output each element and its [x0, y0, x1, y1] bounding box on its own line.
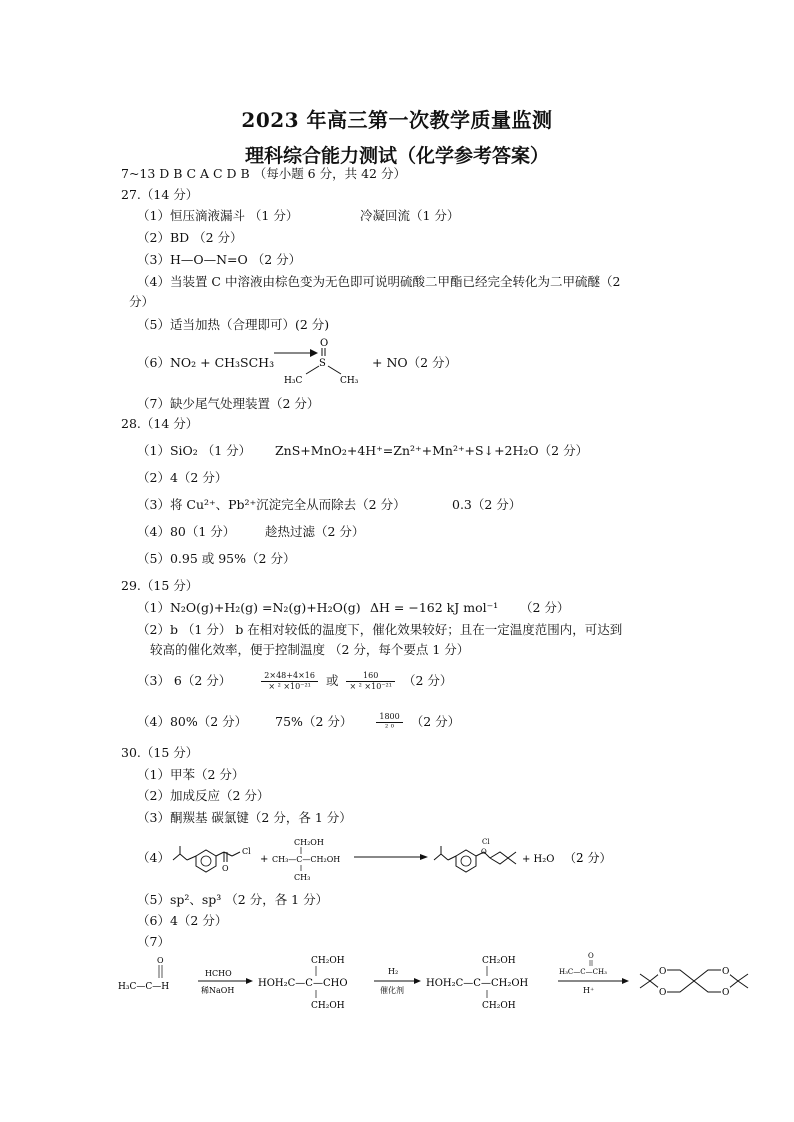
q27-answer-5: （5）适当加热（合理即可）(2 分): [137, 317, 330, 332]
page-title: 2023 年高三第一次教学质量监测: [241, 108, 553, 132]
ketone-oxygen: O: [222, 864, 229, 873]
diol-top: CH₂OH: [294, 838, 324, 847]
q27-answer-4: （4）当装置 C 中溶液由棕色变为无色即可说明硫酸二甲酯已经完全转化为二甲硫醚（2: [137, 274, 621, 289]
step2-reagent: H₂: [388, 967, 399, 976]
q28-answer-2: （2）4（2 分）: [137, 470, 228, 485]
q27-heading: 27.（14 分）: [121, 187, 199, 202]
intermediate2-top: CH₂OH: [482, 956, 516, 966]
q28-answer-4b: 趁热过滤（2 分）: [265, 524, 365, 539]
q30-answer-7: （7）: [137, 934, 170, 949]
dmso-oxygen: O: [320, 338, 329, 349]
intermediate2: HOH₂C—C—CH₂OH: [426, 978, 529, 989]
q27-answer-1a: （1）恒压滴液漏斗 （1 分）: [137, 208, 299, 223]
intermediate1-top: CH₂OH: [311, 956, 345, 966]
dmso-methyl-left: H₃C: [284, 376, 303, 386]
q30-answer-3: （3）酮羰基 碳氯键（2 分，各 1 分）: [137, 810, 352, 825]
step3-condition: H⁺: [583, 986, 595, 995]
step1-reagent: HCHO: [205, 969, 232, 978]
q28-answer-4a: （4）80（1 分）: [137, 524, 236, 539]
q29-answer-2: （2）b （1 分） b 在相对较低的温度下，催化效果较好；且在一定温度范围内，可达到: [137, 622, 623, 637]
intermediate1: HOH₂C—C—CHO: [258, 978, 348, 989]
step2-condition: 催化剂: [380, 986, 404, 995]
q29-answer-4: [137, 712, 460, 733]
reaction-4-water: + H₂O: [522, 854, 555, 865]
q30-heading: 30.（15 分）: [121, 745, 199, 760]
page-subtitle: 理科综合能力测试（化学参考答案）: [244, 145, 549, 167]
product-oxygen: O: [481, 848, 487, 856]
q29-answer-3-or: 或: [325, 673, 339, 688]
spiro-oxygen-1: O: [659, 967, 667, 977]
density-fraction-1: [261, 671, 318, 692]
q30-answer-5: （5）sp²、sp³ （2 分，各 1 分）: [137, 892, 329, 907]
q30-answer-1: （1）甲苯（2 分）: [137, 767, 245, 782]
spiro-oxygen-2: O: [659, 988, 667, 998]
kp-fraction-numerator: 1800: [376, 712, 402, 723]
q29-answer-1c: （2 分）: [520, 600, 570, 615]
q27-answer-1b: 冷凝回流（1 分）: [360, 208, 460, 223]
reaction-4-scheme: [168, 830, 638, 886]
q29-answer-2-cont: 较高的催化效率，便于控制温度 （2 分，每个要点 1 分）: [150, 642, 470, 657]
density-fraction-2: [346, 671, 395, 692]
diol-middle: CH₃—C—CH₂OH: [272, 855, 341, 864]
product-chlorine: Cl: [482, 838, 490, 846]
q29-answer-4b: 75%（2 分）: [275, 714, 353, 729]
intermediate2-bottom: CH₂OH: [482, 1001, 516, 1011]
spiro-oxygen-3: O: [722, 967, 730, 977]
q27-answer-6a: （6）NO₂ + CH₃SCH₃: [137, 355, 275, 370]
spiro-product: [640, 966, 748, 998]
q27-answer-4-cont: 分）: [129, 294, 155, 309]
q29-heading: 29.（15 分）: [121, 578, 199, 593]
q28-answer-3a: （3）将 Cu²⁺、Pb²⁺沉淀完全从而除去（2 分）: [137, 497, 406, 512]
q29-answer-4a: （4）80%（2 分）: [137, 714, 248, 729]
step3-reagent-oxygen: O: [588, 952, 594, 960]
reaction-4-score: （2 分）: [564, 851, 612, 865]
density-fraction-2-numerator: 160: [346, 671, 395, 682]
step1-condition: 稀NaOH: [201, 986, 235, 995]
synthesis-route: [118, 952, 778, 1014]
mcq-answers: 7~13 D B C A C D B （每小题 6 分，共 42 分）: [121, 166, 406, 181]
reaction-4-plus: +: [260, 854, 269, 865]
kp-fraction-denominator: ² ⁰: [385, 723, 395, 732]
q27-answer-6b: + NO（2 分）: [372, 355, 458, 370]
q29-answer-1a: （1）N₂O(g)+H₂(g) =N₂(g)+H₂O(g): [137, 600, 361, 615]
q30-answer-6: （6）4（2 分）: [137, 913, 228, 928]
q27-answer-2: （2）BD （2 分）: [137, 230, 243, 245]
q27-answer-7: （7）缺少尾气处理装置（2 分）: [137, 396, 320, 411]
acetaldehyde: H₃C—C—H: [118, 982, 170, 992]
q28-heading: 28.（14 分）: [121, 416, 199, 431]
q29-answer-3: [137, 671, 452, 692]
dmso-methyl-right: CH₃: [340, 376, 359, 386]
q28-answer-1a: （1）SiO₂ （1 分）: [137, 443, 252, 458]
step3-reagent: H₃C—C—CH₃: [559, 968, 607, 976]
dmso-sulfur: S: [319, 358, 326, 369]
q28-answer-5: （5）0.95 或 95%（2 分）: [137, 551, 296, 566]
q27-answer-3: （3）H—O—N=O （2 分）: [137, 252, 302, 267]
kp-fraction: [376, 712, 402, 733]
acetaldehyde-oxygen: O: [157, 956, 164, 965]
density-fraction-2-denominator: × ² ×10⁻²¹: [349, 682, 392, 691]
q28-answer-3b: 0.3（2 分）: [452, 497, 522, 512]
q29-answer-4c: （2 分）: [410, 714, 461, 729]
density-fraction-1-denominator: × ² ×10⁻²¹: [268, 682, 311, 691]
spiro-oxygen-4: O: [722, 988, 730, 998]
q28-answer-1b: ZnS+MnO₂+4H⁺=Zn²⁺+Mn²⁺+S↓+2H₂O（2 分）: [275, 443, 589, 458]
q29-answer-3-label: （3） 6（2 分）: [137, 673, 232, 688]
q29-answer-1b: ΔH = −162 kJ mol⁻¹: [370, 600, 499, 615]
intermediate1-bottom: CH₂OH: [311, 1001, 345, 1011]
density-fraction-1-numerator: 2×48+4×16: [261, 671, 318, 682]
q29-answer-3-score: （2 分）: [402, 673, 453, 688]
diol-bottom: CH₃: [294, 873, 311, 882]
reactant-chlorine: Cl: [242, 847, 251, 856]
q30-answer-4: （4）: [137, 850, 170, 865]
dmso-structure: [262, 337, 372, 387]
q30-answer-2: （2）加成反应（2 分）: [137, 788, 270, 803]
